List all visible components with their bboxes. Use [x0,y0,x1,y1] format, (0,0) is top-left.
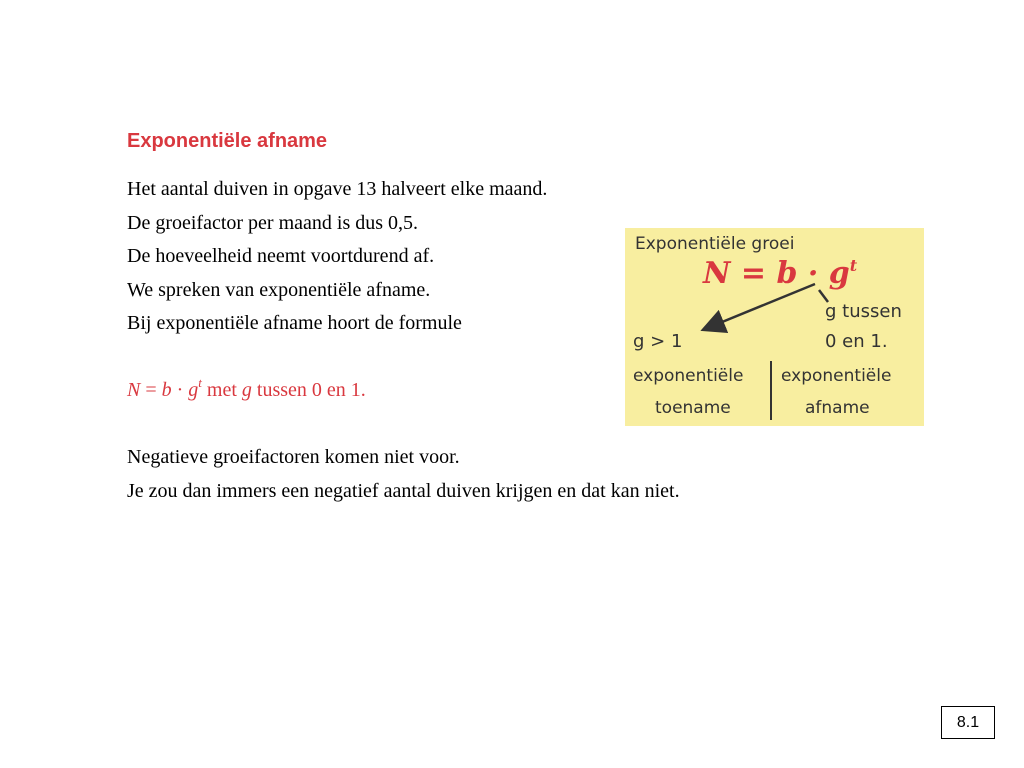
formula-dot: · [176,379,184,401]
text-line: Bij exponentiële afname hoort de formule [127,312,462,334]
right-condition-line1: g tussen [825,301,902,322]
right-condition-line2: 0 en 1. [825,331,888,352]
formula-g-variable: g [241,379,252,401]
card-formula-exponent: t [849,256,858,275]
slide-title: Exponentiële afname [127,130,328,152]
text-line: De hoeveelheid neemt voortdurend af. [127,245,435,267]
card-formula-main: N = b · g [703,256,850,291]
formula-g: g [188,379,199,401]
exponential-growth-diagram [625,228,924,426]
formula-met: met [206,379,237,401]
right-label-line2: afname [805,398,870,418]
text-line: Het aantal duiven in opgave 13 halveert elke maand. [127,178,548,200]
exponential-growth-card [625,228,924,426]
formula-n: N [127,379,141,401]
card-formula [702,256,858,291]
text-line: De groeifactor per maand is dus 0,5. [127,211,419,234]
formula-exponent: t [198,375,202,390]
formula-equals: = [145,379,157,401]
text-line: Je zou dan immers een negatief aantal duiven krijgen en dat kan niet. [127,479,680,502]
card-heading: Exponentiële groei [635,234,795,254]
left-label-line1: exponentiële [633,366,744,386]
formula-b: b [161,379,172,401]
right-label-line1: exponentiële [781,366,892,386]
page-number: 8.1 [941,706,995,739]
text-line: We spreken van exponentiële afname. [127,278,431,301]
left-condition: g > 1 [633,331,683,352]
formula-condition: tussen 0 en 1. [256,379,366,401]
left-label-line2: toename [655,398,731,418]
text-line: Negatieve groeifactoren komen niet voor. [127,446,460,468]
